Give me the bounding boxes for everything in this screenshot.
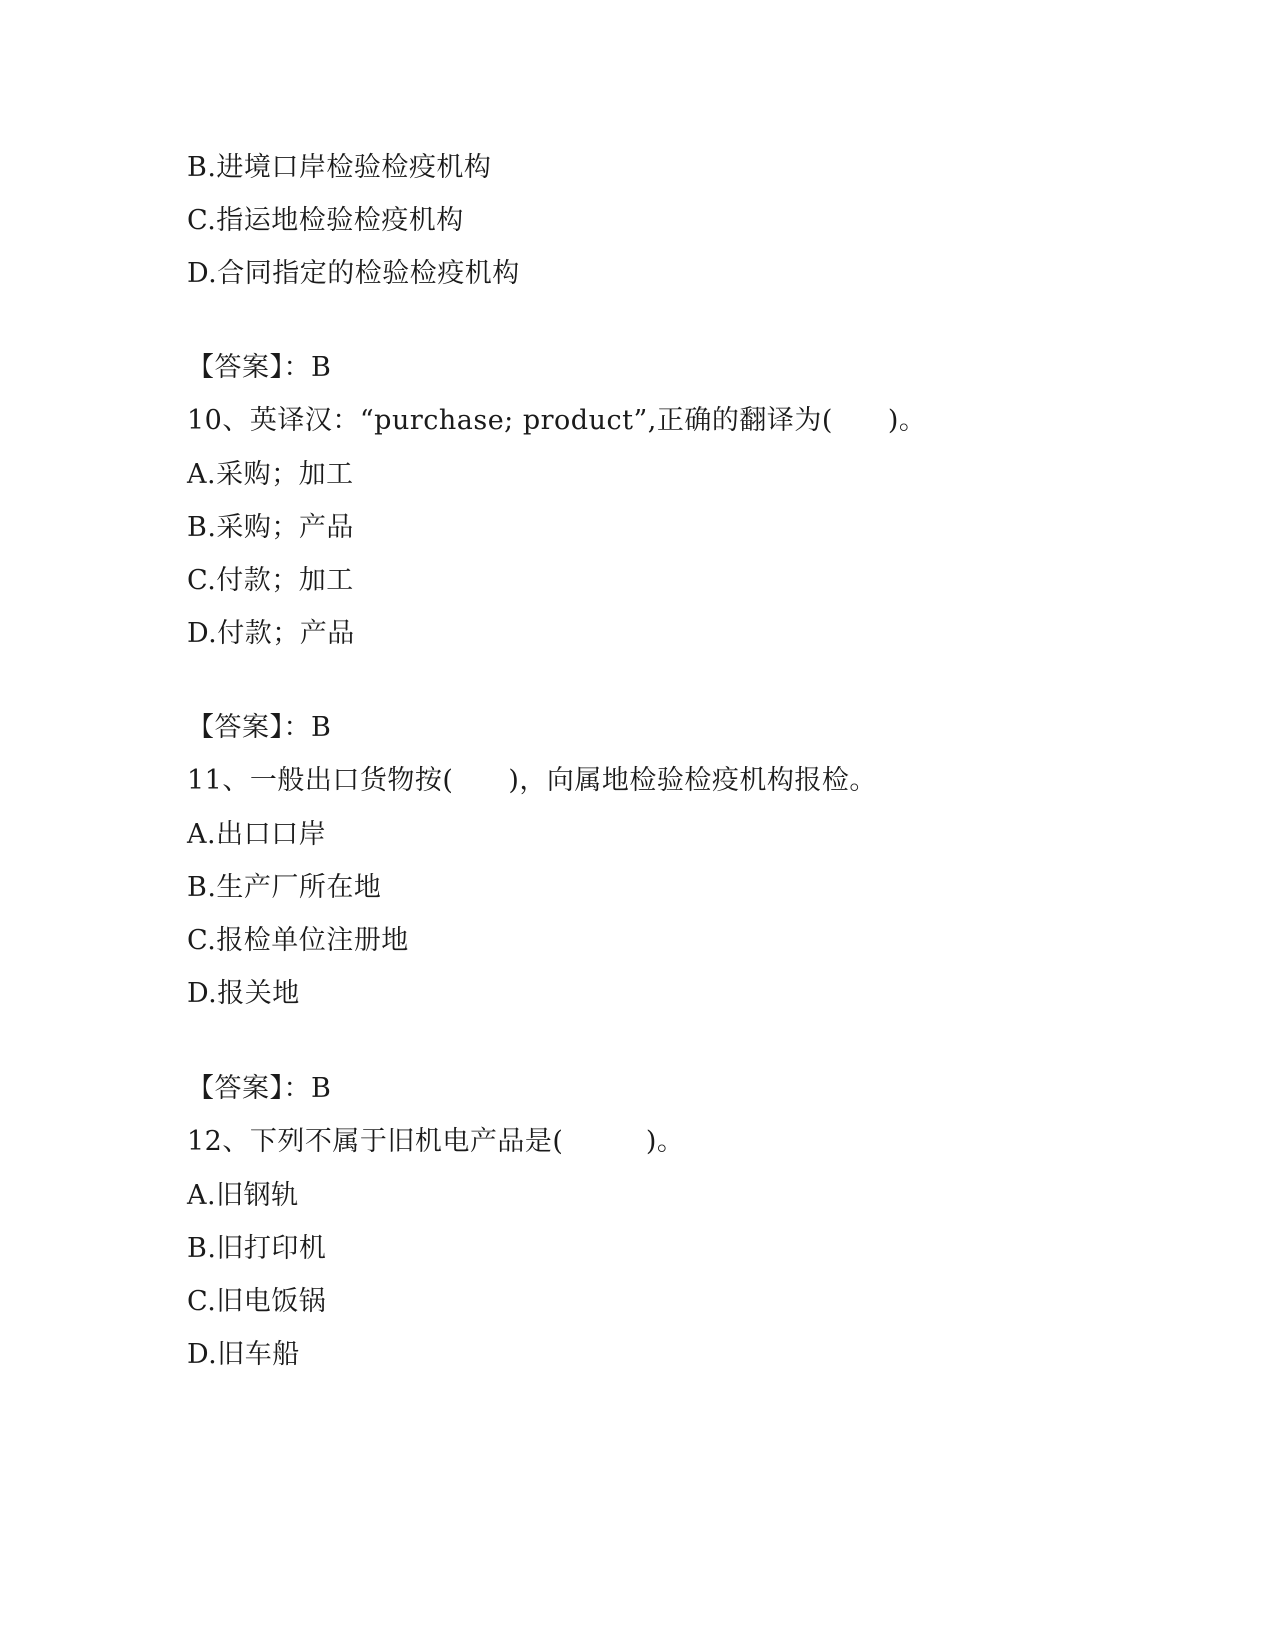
q9-option-c: C.指运地检验检疫机构 — [187, 205, 464, 236]
q9-answer: 【答案】：B — [187, 352, 332, 383]
q11-option-c: C.报检单位注册地 — [187, 925, 409, 956]
q10-option-a: A.采购；加工 — [187, 459, 354, 490]
q9-option-b: B.进境口岸检验检疫机构 — [187, 152, 492, 183]
q10-option-d: D.付款；产品 — [187, 618, 355, 649]
q12-option-d: D.旧车船 — [187, 1339, 300, 1370]
q11-option-a: A.出口口岸 — [187, 819, 327, 850]
q9-option-d: D.合同指定的检验检疫机构 — [187, 258, 520, 289]
q12-option-b: B.旧打印机 — [187, 1233, 327, 1264]
q10-answer: 【答案】：B — [187, 712, 332, 743]
q10-question: 10、英译汉：“purchase; product”,正确的翻译为( )。 — [187, 405, 927, 436]
q11-question: 11、一般出口货物按( )，向属地检验检疫机构报检。 — [187, 765, 877, 796]
q12-question: 12、下列不属于旧机电产品是( )。 — [187, 1126, 685, 1157]
q11-answer: 【答案】：B — [187, 1073, 332, 1104]
q12-option-c: C.旧电饭锅 — [187, 1286, 327, 1317]
q11-option-b: B.生产厂所在地 — [187, 872, 382, 903]
q10-option-b: B.采购；产品 — [187, 512, 354, 543]
q11-option-d: D.报关地 — [187, 978, 300, 1009]
q12-option-a: A.旧钢轨 — [187, 1180, 299, 1211]
q10-option-c: C.付款；加工 — [187, 565, 354, 596]
